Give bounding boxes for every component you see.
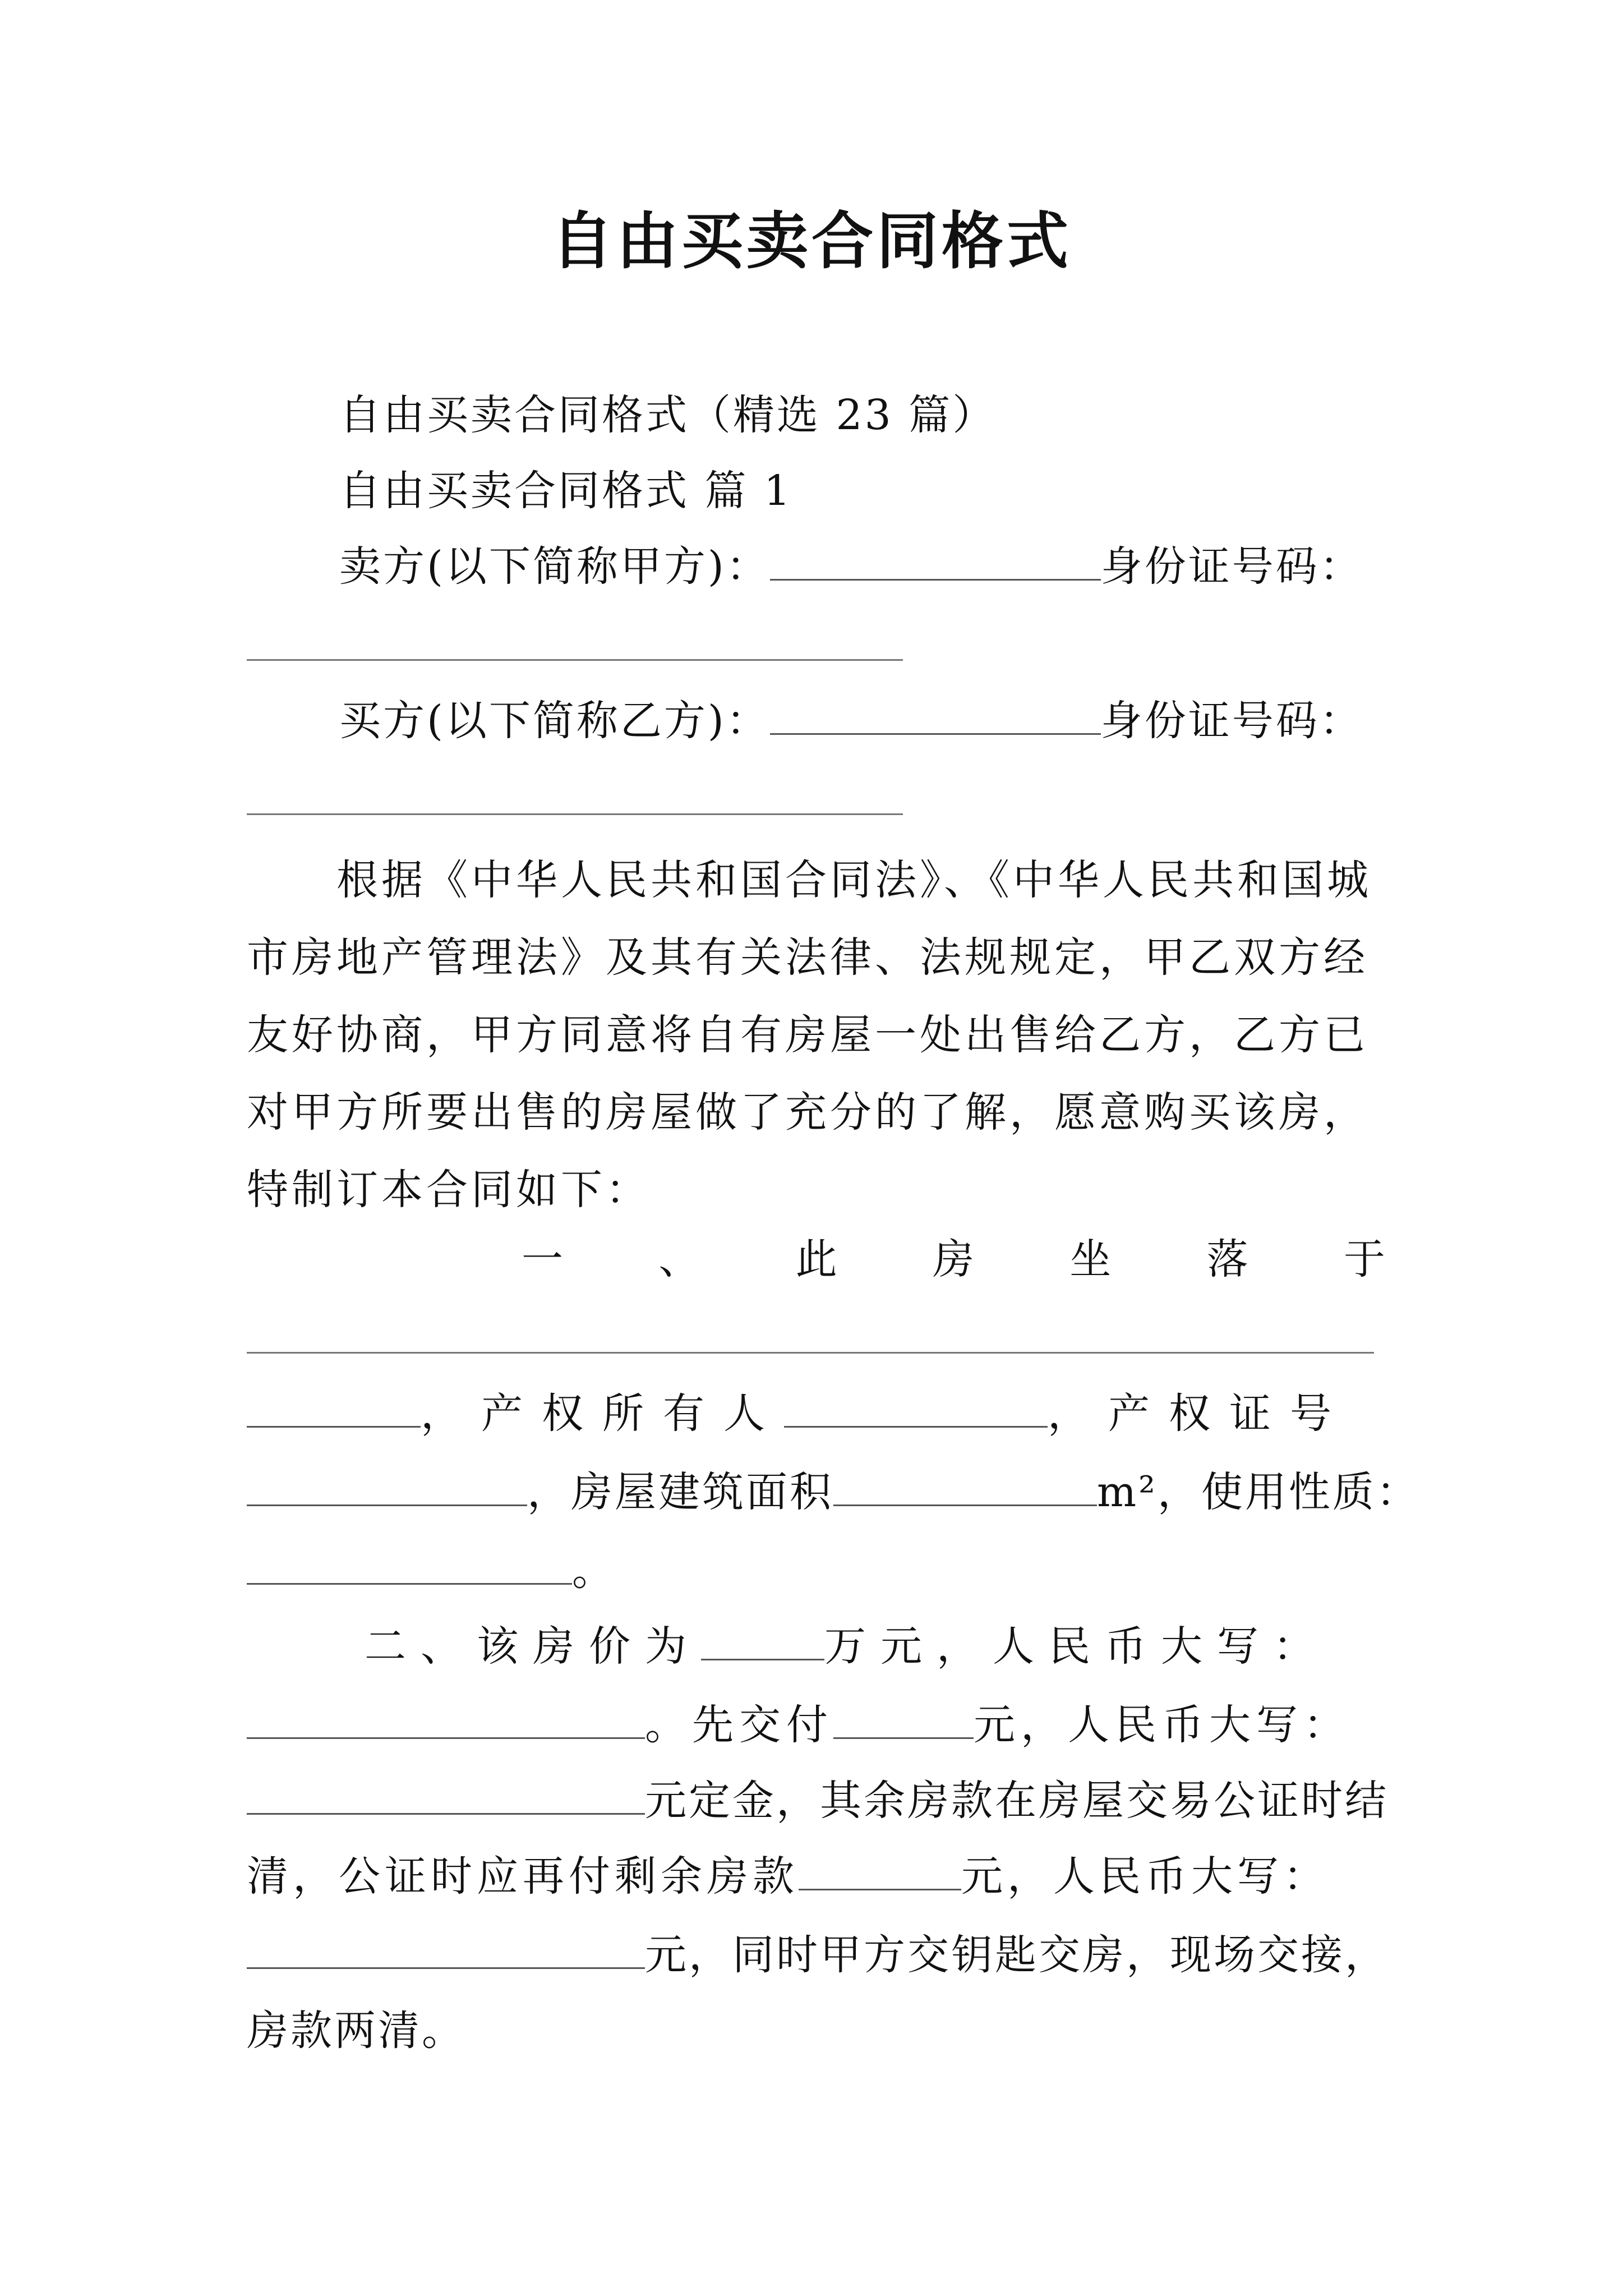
- clause1-char: 坐: [1069, 1235, 1112, 1283]
- seller-id-label: 身份证号码：: [1100, 542, 1363, 591]
- clause1-char: 一: [522, 1235, 563, 1283]
- owner-label: 产权所有人: [481, 1389, 784, 1438]
- price-unit: 万元，人民币大写：: [824, 1622, 1329, 1671]
- buyer-name-blank: [770, 694, 1101, 735]
- seller-name-blank: [770, 540, 1101, 581]
- document-title: 自由买卖合同格式: [551, 205, 1072, 277]
- buyer-id-label: 身份证号码：: [1100, 697, 1363, 745]
- intro-paragraph: 根据《中华人民共和国合同法》、《中华人民共和国城市房地产管理法》及其有关法律、法规规定，甲乙双方经友好协商，甲方同意将自有房屋一处出售给乙方，乙方已对甲方所要出售的房屋做了充分的了解，愿意购买该房，特制订本合同如下：: [247, 856, 1372, 1214]
- first-pay-unit: 元，人民币大写：: [974, 1701, 1350, 1749]
- first-pay-blank: [833, 1698, 974, 1739]
- buyer-label: 买方(以下简称乙方)：: [339, 697, 770, 745]
- area-unit: m²，使用性质：: [1097, 1468, 1420, 1516]
- clause2-deposit-line: [247, 1773, 1389, 1829]
- buyer-id-blank: [247, 813, 903, 815]
- clause1-char: 于: [1343, 1235, 1385, 1283]
- cert-blank: [247, 1465, 527, 1506]
- clause1-area-line: [247, 1464, 1420, 1520]
- comma: ，: [421, 1389, 481, 1438]
- seller-label: 卖方(以下简称甲方)：: [339, 542, 770, 591]
- clause1-char: 房: [932, 1235, 974, 1283]
- clause1-char: 此: [795, 1235, 837, 1283]
- clause1-char: 、: [658, 1235, 700, 1283]
- clause1-heading: [522, 1231, 1385, 1287]
- clause1-owner-line: [247, 1386, 1350, 1442]
- location-blank: [247, 1352, 1374, 1354]
- clause2-key-line: [247, 1927, 1389, 1983]
- clause2-settle-line: [247, 1848, 1329, 1904]
- settle-text: 清，公证时应再付剩余房款: [247, 1852, 799, 1901]
- settle-unit: 元，人民币大写：: [961, 1852, 1329, 1901]
- clause1-char: 落: [1206, 1235, 1248, 1283]
- owner-blank: [784, 1387, 1048, 1428]
- clause2-first-pay-line: [247, 1697, 1350, 1753]
- location-end-blank: [247, 1387, 421, 1428]
- seller-id-blank: [247, 659, 903, 661]
- document-subtitle: 自由买卖合同格式（精选 23 篇）: [339, 391, 997, 439]
- seller-line: [339, 539, 1363, 595]
- period: 。: [572, 1547, 616, 1595]
- price-words-blank: [247, 1698, 645, 1739]
- settle-words-blank: [247, 1928, 645, 1969]
- clause1-usage-line: [247, 1543, 616, 1599]
- deposit-text: 元定金，其余房款在房屋交易公证时结: [645, 1777, 1389, 1825]
- settle-blank: [799, 1849, 961, 1890]
- first-pay-label: 。先交付: [645, 1701, 833, 1749]
- buyer-line: [339, 693, 1363, 749]
- section-heading: 自由买卖合同格式 篇 1: [339, 467, 793, 515]
- clause2-end-line: 房款两清。: [247, 2007, 465, 2055]
- usage-blank: [247, 1544, 572, 1585]
- cert-label: 产权证号: [1108, 1389, 1350, 1438]
- area-blank: [833, 1465, 1097, 1506]
- comma: ，: [1048, 1389, 1108, 1438]
- clause2-price-line: [365, 1618, 1329, 1674]
- price-blank: [701, 1619, 824, 1660]
- price-label: 二、该房价为: [365, 1622, 701, 1671]
- first-pay-words-blank: [247, 1774, 645, 1815]
- area-label: ，房屋建筑面积: [527, 1468, 833, 1516]
- key-text: 元，同时甲方交钥匙交房，现场交接，: [645, 1931, 1389, 1979]
